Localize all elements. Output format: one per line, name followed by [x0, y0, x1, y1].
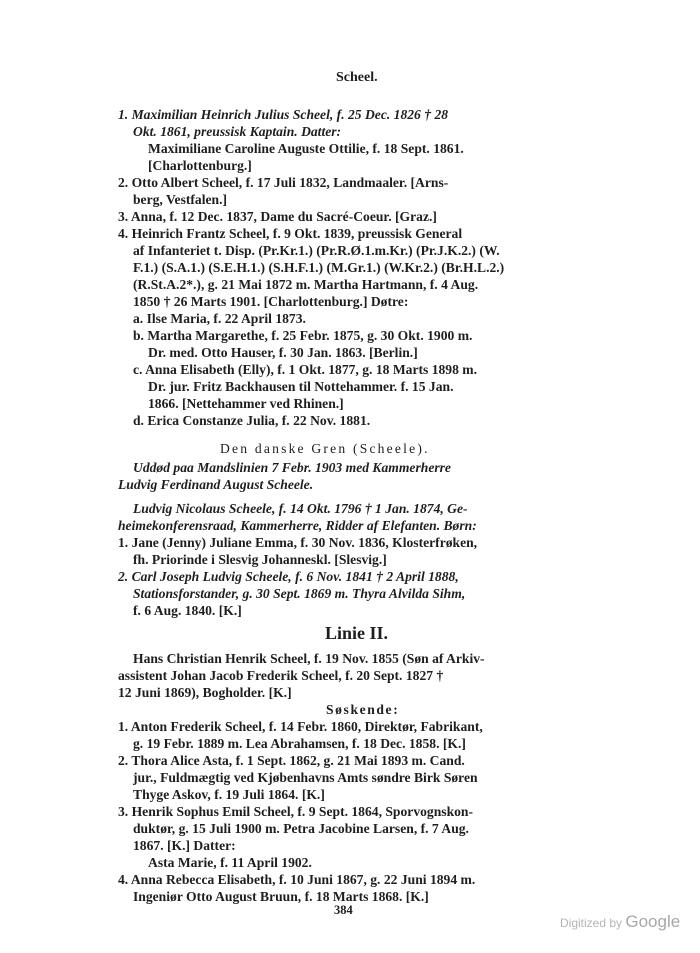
linie-line: Thyge Askov, f. 19 Juli 1864. [K.] — [133, 787, 325, 802]
entry-line: Maximiliane Caroline Auguste Ottilie, f. 18 Sept. 1861. — [148, 141, 464, 156]
danish-line: Uddød paa Mandslinien 7 Febr. 1903 med Kammerherre — [133, 460, 451, 475]
entry-line: d. Erica Constanze Julia, f. 22 Nov. 1881. — [133, 413, 371, 428]
danish-line: f. 6 Aug. 1840. [K.] — [133, 603, 242, 618]
linie-line: 4. Anna Rebecca Elisabeth, f. 10 Juni 1867, g. 22 Juni 1894 m. — [118, 872, 476, 887]
digitized-watermark — [560, 912, 680, 932]
linie-line: 3. Henrik Sophus Emil Scheel, f. 9 Sept. 1864, Sporvognskon- — [118, 804, 474, 819]
danish-line: Ludvig Nicolaus Scheele, f. 14 Okt. 1796 † 1 Jan. 1874, Ge- — [133, 501, 468, 516]
page-title: Scheel. — [336, 70, 378, 85]
danish-line: Ludvig Ferdinand August Scheele. — [118, 477, 314, 492]
entry-line: 1. Maximilian Heinrich Julius Scheel, f. 25 Dec. 1826 † 28 — [118, 107, 449, 122]
linie-heading: Linie II. — [325, 623, 389, 643]
entry-line: 2. Otto Albert Scheel, f. 17 Juli 1832, Landmaaler. [Arns- — [118, 175, 449, 190]
entry-line: 4. Heinrich Frantz Scheel, f. 9 Okt. 1839, preussisk General — [118, 226, 463, 241]
entry-line: 1850 † 26 Marts 1901. [Charlottenburg.] Døtre: — [133, 294, 409, 309]
entry-line: (R.St.A.2*.), g. 21 Mai 1872 m. Martha Hartmann, f. 4 Aug. — [133, 277, 479, 292]
danish-branch-heading: Den danske Gren (Scheele). — [220, 441, 430, 456]
linie-line: Asta Marie, f. 11 April 1902. — [148, 855, 312, 870]
linie-line: 12 Juni 1869), Bogholder. [K.] — [118, 685, 292, 700]
page-number: 384 — [334, 903, 353, 917]
watermark-prefix: Digitized by — [560, 916, 623, 930]
linie-line: Hans Christian Henrik Scheel, f. 19 Nov. 1855 (Søn af Arkiv- — [133, 651, 485, 666]
entry-line: berg, Vestfalen.] — [133, 192, 228, 207]
entry-line: Dr. jur. Fritz Backhausen til Nottehammer. f. 15 Jan. — [148, 379, 454, 394]
danish-line: heimekonferensraad, Kammerherre, Ridder af Elefanten. Børn: — [118, 518, 477, 533]
linie-line: g. 19 Febr. 1889 m. Lea Abrahamsen, f. 18 Dec. 1858. [K.] — [133, 736, 466, 751]
linie-line: 2. Thora Alice Asta, f. 1 Sept. 1862, g. 21 Mai 1893 m. Cand. — [118, 753, 465, 768]
linie-line: jur., Fuldmægtig ved Kjøbenhavns Amts søndre Birk Søren — [133, 770, 478, 785]
entry-line: a. Ilse Maria, f. 22 April 1873. — [133, 311, 306, 326]
linie-line: 1867. [K.] Datter: — [133, 838, 236, 853]
linie-line: assistent Johan Jacob Frederik Scheel, f. 20 Sept. 1827 † — [118, 668, 444, 683]
siblings-heading: Søskende: — [326, 702, 400, 717]
linie-line: 1. Anton Frederik Scheel, f. 14 Febr. 1860, Direktør, Fabrikant, — [118, 719, 483, 734]
linie-line: Ingeniør Otto August Bruun, f. 18 Marts 1868. [K.] — [133, 889, 429, 904]
entry-line: af Infanteriet t. Disp. (Pr.Kr.1.) (Pr.R.Ø.1.m.Kr.) (Pr.J.K.2.) (W. — [133, 243, 500, 258]
entry-line: c. Anna Elisabeth (Elly), f. 1 Okt. 1877, g. 18 Marts 1898 m. — [133, 362, 477, 377]
danish-line: Stationsforstander, g. 30 Sept. 1869 m. Thyra Alvilda Sihm, — [133, 586, 466, 601]
linie-line: duktør, g. 15 Juli 1900 m. Petra Jacobine Larsen, f. 7 Aug. — [133, 821, 469, 836]
danish-line: fh. Priorinde i Slesvig Johanneskl. [Slesvig.] — [133, 552, 387, 567]
entry-line: 3. Anna, f. 12 Dec. 1837, Dame du Sacré-Coeur. [Graz.] — [118, 209, 437, 224]
entry-line: Okt. 1861, preussisk Kaptain. Datter: — [133, 124, 342, 139]
entry-line: Dr. med. Otto Hauser, f. 30 Jan. 1863. [Berlin.] — [148, 345, 418, 360]
entry-line: [Charlottenburg.] — [148, 158, 252, 173]
entry-line: F.1.) (S.A.1.) (S.E.H.1.) (S.H.F.1.) (M.Gr.1.) (W.Kr.2.) (Br.H.L.2.) — [133, 260, 505, 275]
entry-line: b. Martha Margarethe, f. 25 Febr. 1875, g. 30 Okt. 1900 m. — [133, 328, 473, 343]
google-logo: Google — [625, 912, 681, 931]
entry-line: 1866. [Nettehammer ved Rhinen.] — [148, 396, 344, 411]
danish-line: 1. Jane (Jenny) Juliane Emma, f. 30 Nov. 1836, Klosterfrøken, — [118, 535, 478, 550]
danish-line: 2. Carl Joseph Ludvig Scheele, f. 6 Nov. 1841 † 2 April 1888, — [118, 569, 459, 584]
